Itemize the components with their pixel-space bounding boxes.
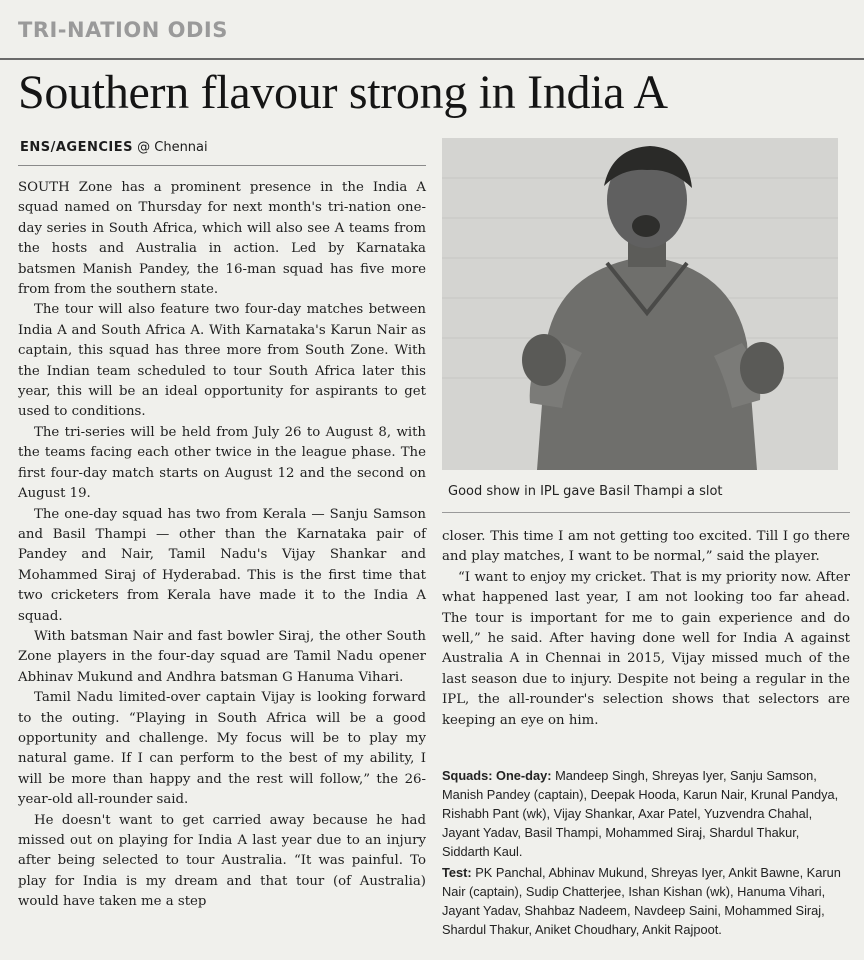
section-kicker: TRI-NATION ODIS [18, 18, 228, 42]
top-rule [0, 58, 864, 60]
paragraph: closer. This time I am not getting too excited. Till I go there and play matches, I want to be normal,” said the player. [442, 529, 850, 565]
byline-rule [18, 165, 426, 166]
squads-test-list: PK Panchal, Abhinav Mukund, Shreyas Iyer, Ankit Bawne, Karun Nair (captain), Sudip Chatterjee, Ishan Kishan (wk), Hanuma Vihari, Jayant Yadav, Shahbaz Nadeem, Navdeep Saini, Mohammed Siraj, Shardul Thakur, Aniket Choudhary, Ankit Rajpoot. [442, 865, 841, 937]
article-column-left [18, 178, 426, 913]
paragraph: The tour will also feature two four-day matches between India A and South Africa A. With Karnataka's Karun Nair as captain, this squad has three more from South Zone. With the Indian team scheduled to tour South Africa later this year, this will be an ideal opportunity for aspirants to get used to conditions. [18, 302, 426, 420]
cricketer-celebrating-photo [442, 138, 838, 470]
caption-rule [442, 512, 850, 513]
photo-illustration [442, 138, 838, 470]
paragraph: “I want to enjoy my cricket. That is my priority now. After what happened last year, I am not looking too far ahead. The tour is important for me to gain experience and do well,” he said. After having done well for India A against Australia A in Chennai in 2015, Vijay missed much of the last season due to injury. Despite not being a regular in the IPL, the all-rounder's selection shows that selectors are keeping an eye on him. [442, 569, 850, 728]
headline: Southern flavour strong in India A [18, 66, 668, 119]
squads-test [442, 863, 850, 939]
byline [20, 140, 208, 155]
paragraph: He doesn't want to get carried away because he had missed out on playing for India A last year due to an injury after being selected to tour Australia. “It was painful. To play for India is my dream and that tour (of Australia) would have taken me a step [18, 812, 426, 910]
paragraph: The tri-series will be held from July 26 to August 8, with the teams facing each other twice in the league phase. The first four-day match starts on August 12 and the second on August 19. [18, 424, 426, 502]
squads-oneday-list: Mandeep Singh, Shreyas Iyer, Sanju Samson, Manish Pandey (captain), Deepak Hooda, Karun Nair, Krunal Pandya, Rishabh Pant (wk), Vijay Shankar, Axar Patel, Yuzvendra Chahal, Jayant Yadav, Basil Thampi, Mohammed Siraj, Shardul Thakur, Siddarth Kaul. [442, 768, 839, 859]
squads-test-label: Test: [442, 865, 472, 880]
article-column-right [442, 527, 850, 731]
squads-oneday-label: Squads: One-day: [442, 768, 552, 783]
byline-agency: ENS/AGENCIES [20, 140, 133, 155]
photo-caption: Good show in IPL gave Basil Thampi a slot [448, 484, 723, 499]
squads-box [442, 766, 850, 941]
paragraph: The one-day squad has two from Kerala — Sanju Samson and Basil Thampi — other than the Karnataka pair of Pandey and Nair, Tamil Nadu's Vijay Shankar and Mohammed Siraj of Hyderabad. This is the first time that two cricketers from Kerala have made it to the India A squad. [18, 506, 426, 624]
paragraph: With batsman Nair and fast bowler Siraj, the other South Zone players in the four-day squad are Tamil Nadu opener Abhinav Mukund and Andhra batsman G Hanuma Vihari. [18, 628, 426, 685]
squads-oneday [442, 766, 850, 861]
byline-location: @ Chennai [137, 140, 208, 155]
paragraph: SOUTH Zone has a prominent presence in the India A squad named on Thursday for next month's tri-nation one-day series in South Africa, which will also see A teams from the hosts and Australia in action. Led by Karnataka batsmen Manish Pandey, the 16-man squad has five more from from the southern state. [18, 180, 426, 298]
paragraph: Tamil Nadu limited-over captain Vijay is looking forward to the outing. “Playing in South Africa will be a good opportunity and challenge. My focus will be to play my natural game. If I can perform to the best of my ability, I will be more than happy and the rest will follow,” the 26-year-old all-rounder said. [18, 690, 426, 808]
